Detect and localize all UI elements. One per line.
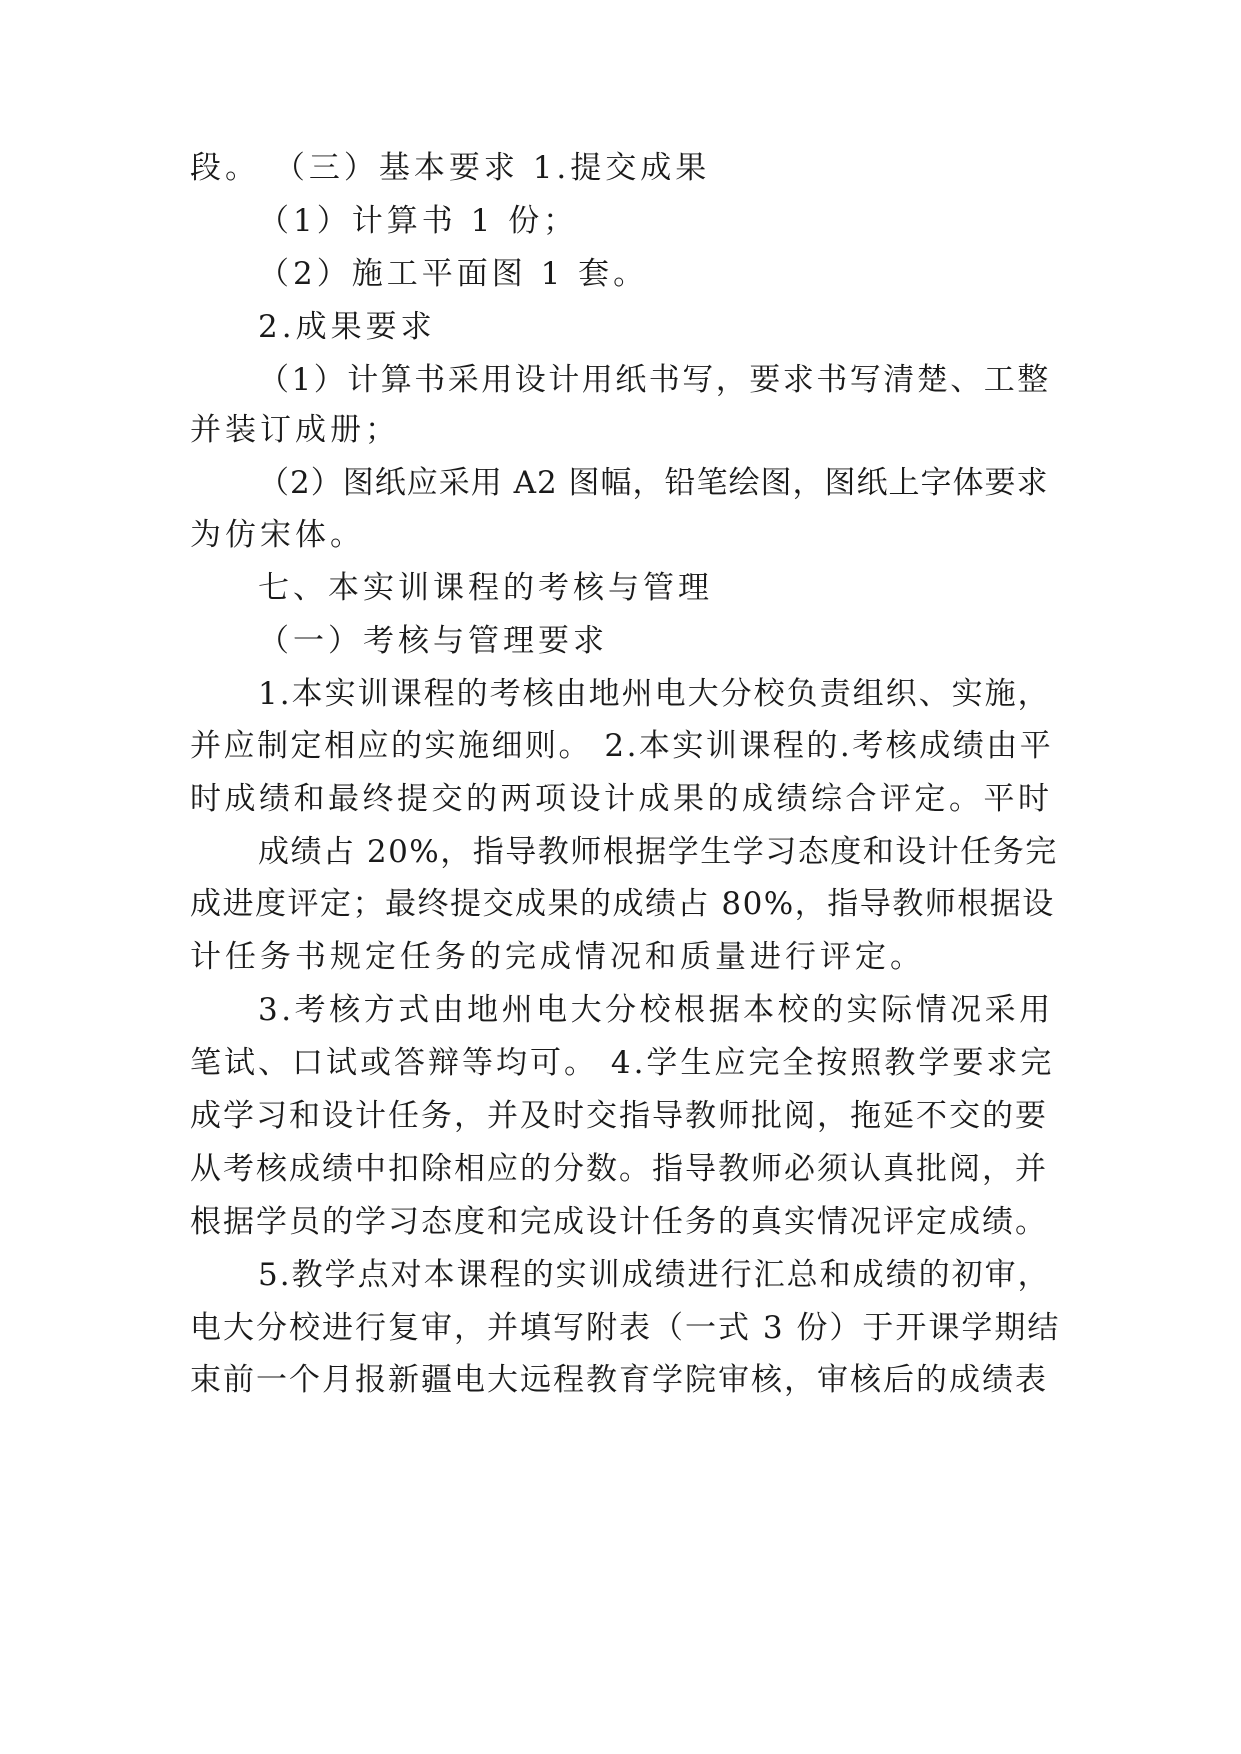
text-line: 束前一个月报新疆电大远程教育学院审核，审核后的成绩表 xyxy=(190,1362,1048,1398)
text-line: 并应制定相应的实施细则。 2.本实训课程的.考核成绩由平 xyxy=(190,728,1054,764)
text-line: 段。 （三）基本要求 1.提交成果 xyxy=(190,150,711,186)
text-line: 时成绩和最终提交的两项设计成果的成绩综合评定。平时 xyxy=(190,781,1053,817)
text-line: 2.成果要求 xyxy=(258,309,436,345)
text-line: 成进度评定；最终提交成果的成绩占 80%，指导教师根据设 xyxy=(190,886,1055,922)
text-line: （1）计算书采用设计用纸书写，要求书写清楚、工整 xyxy=(258,362,1051,398)
text-line: （2）图纸应采用 A2 图幅，铅笔绘图，图纸上字体要求 xyxy=(258,465,1049,501)
text-line: 计任务书规定任务的完成情况和质量进行评定。 xyxy=(190,939,925,975)
text-line: （2）施工平面图 1 套。 xyxy=(258,256,649,292)
text-line: 成学习和设计任务，并及时交指导教师批阅，拖延不交的要 xyxy=(190,1098,1048,1134)
text-line: 根据学员的学习态度和完成设计任务的真实情况评定成绩。 xyxy=(190,1204,1048,1240)
section-heading: 七、本实训课程的考核与管理 xyxy=(258,570,713,606)
text-line: 从考核成绩中扣除相应的分数。指导教师必须认真批阅，并 xyxy=(190,1151,1048,1187)
text-line: 电大分校进行复审，并填写附表（一式 3 份）于开课学期结 xyxy=(190,1310,1061,1346)
text-line: 3.考核方式由地州电大分校根据本校的实际情况采用 xyxy=(258,992,1054,1028)
text-line: 笔试、口试或答辩等均可。 4.学生应完全按照教学要求完 xyxy=(190,1045,1055,1081)
text-line: （1）计算书 1 份； xyxy=(258,203,579,239)
text-line: 5.教学点对本课程的实训成绩进行汇总和成绩的初审， xyxy=(258,1257,1051,1293)
text-line: 为仿宋体。 xyxy=(190,517,365,553)
text-line: 1.本实训课程的考核由地州电大分校负责组织、实施， xyxy=(258,676,1051,712)
text-line: 成绩占 20%，指导教师根据学生学习态度和设计任务完 xyxy=(258,834,1058,870)
subsection-heading: （一）考核与管理要求 xyxy=(258,623,608,659)
text-line: 并装订成册； xyxy=(190,412,400,448)
